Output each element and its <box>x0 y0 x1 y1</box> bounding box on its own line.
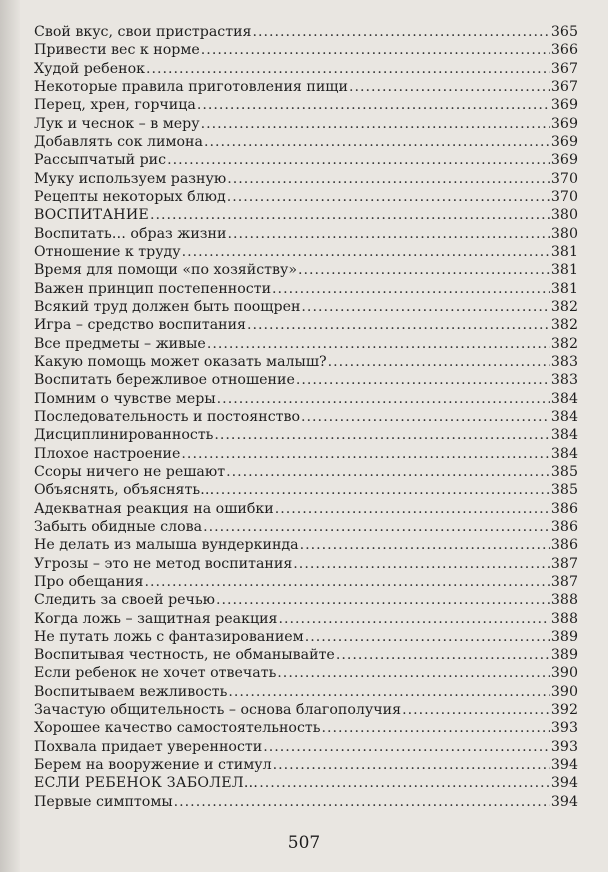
toc-entry-page: 369 <box>550 115 578 132</box>
toc-entry <box>34 225 578 243</box>
dot-leader <box>328 353 550 371</box>
dot-leader <box>253 23 550 41</box>
toc-entry <box>34 500 578 518</box>
toc-entry <box>34 60 578 78</box>
toc-entry <box>34 96 578 114</box>
toc-entry-page: 369 <box>550 133 578 150</box>
toc-entry <box>34 664 578 682</box>
dot-leader <box>305 628 550 646</box>
toc-entry <box>34 188 578 206</box>
toc-entry <box>34 408 578 426</box>
toc-entry-page: 386 <box>550 500 578 517</box>
toc-entry-title: Когда ложь – защитная реакция <box>34 610 278 627</box>
toc-entry-title: Хорошее качество самостоятельность <box>34 720 321 737</box>
dot-leader <box>277 664 550 682</box>
toc-entry-page: 382 <box>550 298 578 315</box>
toc-entry <box>34 481 578 499</box>
toc-entry-page: 381 <box>550 280 578 297</box>
toc-entry-title: Все предметы – живые <box>34 335 206 352</box>
toc-entry <box>34 280 578 298</box>
toc-entry-title: Рассыпчатый рис <box>34 152 167 169</box>
toc-entry <box>34 298 578 316</box>
toc-entry-page: 393 <box>550 738 578 755</box>
dot-leader <box>145 573 550 591</box>
toc-entry-title: Воспитываем вежливость <box>34 683 228 700</box>
toc-entry-page: 394 <box>550 793 578 810</box>
toc-entry <box>34 793 578 811</box>
dot-leader <box>217 390 550 408</box>
toc-entry <box>34 426 578 444</box>
toc-entry-page: 389 <box>550 628 578 645</box>
toc-entry <box>34 23 578 41</box>
dot-leader <box>301 298 549 316</box>
toc-entry <box>34 371 578 389</box>
toc-entry <box>34 591 578 609</box>
table-of-contents <box>34 23 578 811</box>
toc-entry-page: 390 <box>550 665 578 682</box>
toc-entry <box>34 701 578 719</box>
toc-entry <box>34 115 578 133</box>
toc-entry-page: 384 <box>550 390 578 407</box>
toc-entry-title: Время для помощи «по хозяйству» <box>34 262 298 279</box>
toc-entry-title: Последовательность и постоянство <box>34 408 301 425</box>
toc-entry-title: Худой ребенок <box>34 60 145 77</box>
toc-entry-title: Адекватная реакция на ошибки <box>34 500 274 517</box>
toc-entry <box>34 335 578 353</box>
toc-entry-page: 390 <box>550 683 578 700</box>
toc-entry-title: Плохое настроение <box>34 445 181 462</box>
dot-leader <box>203 518 550 536</box>
toc-entry <box>34 628 578 646</box>
toc-entry-title: Воспитать бережливое отношение <box>34 372 295 389</box>
dot-leader <box>293 555 550 573</box>
toc-entry-title: Если ребенок не хочет отвечать <box>34 665 277 682</box>
dot-leader <box>146 60 550 78</box>
dot-leader <box>301 408 550 426</box>
dot-leader <box>402 701 550 719</box>
dot-leader <box>272 280 550 298</box>
toc-entry-page: 380 <box>550 207 578 224</box>
toc-entry-title: Ссоры ничего не решают <box>34 463 226 480</box>
dot-leader <box>273 756 550 774</box>
toc-entry-page: 366 <box>550 42 578 59</box>
toc-entry-title: Не делать из малыша вундеркинда <box>34 537 299 554</box>
toc-entry-title: Привести вес к норме <box>34 42 200 59</box>
toc-entry-title: Первые симптомы <box>34 793 173 810</box>
dot-leader <box>150 206 550 224</box>
toc-entry-title: Перец, хрен, горчица <box>34 97 196 114</box>
toc-entry <box>34 133 578 151</box>
toc-entry-page: 387 <box>550 555 578 572</box>
toc-entry <box>34 78 578 96</box>
dot-leader <box>181 445 549 463</box>
dot-leader <box>227 188 550 206</box>
toc-entry <box>34 243 578 261</box>
dot-leader <box>207 335 550 353</box>
toc-entry <box>34 555 578 573</box>
page-gutter-shadow <box>0 0 20 872</box>
toc-entry-title: Игра – средство воспитания <box>34 317 247 334</box>
toc-entry-title: Забыть обидные слова <box>34 518 203 535</box>
toc-entry-title: Угрозы – это не метод воспитания <box>34 555 293 572</box>
toc-entry-page: 388 <box>550 610 578 627</box>
toc-entry <box>34 390 578 408</box>
dot-leader <box>259 774 550 792</box>
dot-leader <box>182 243 550 261</box>
dot-leader <box>197 96 550 114</box>
toc-entry-title: Дисциплинированность <box>34 427 214 444</box>
toc-entry <box>34 518 578 536</box>
toc-entry-page: 389 <box>550 647 578 664</box>
toc-entry-page: 383 <box>550 353 578 370</box>
toc-entry-title: Про обещания <box>34 573 144 590</box>
toc-entry-page: 393 <box>550 720 578 737</box>
dot-leader <box>275 500 550 518</box>
toc-entry <box>34 41 578 59</box>
toc-entry-title: Всякий труд должен быть поощрен <box>34 298 301 315</box>
dot-leader <box>263 738 550 756</box>
toc-entry-title: Похвала придает уверенности <box>34 738 263 755</box>
toc-entry <box>34 610 578 628</box>
toc-entry <box>34 756 578 774</box>
dot-leader <box>336 646 550 664</box>
dot-leader <box>215 481 550 499</box>
toc-entry-title: Берем на вооружение и стимул <box>34 757 272 774</box>
toc-entry-title: Воспитывая честность, не обманывайте <box>34 647 335 664</box>
toc-entry-page: 381 <box>550 243 578 260</box>
toc-entry-title: Помним о чувстве меры <box>34 390 216 407</box>
toc-entry-page: 382 <box>550 317 578 334</box>
toc-entry <box>34 261 578 279</box>
toc-entry-page: 383 <box>550 372 578 389</box>
toc-entry-title: Важен принцип постепенности <box>34 280 272 297</box>
dot-leader <box>228 683 550 701</box>
toc-entry-page: 367 <box>550 60 578 77</box>
toc-entry-page: 381 <box>550 262 578 279</box>
dot-leader <box>216 591 550 609</box>
toc-entry-page: 370 <box>550 170 578 187</box>
toc-entry-page: 394 <box>550 757 578 774</box>
toc-entry-title: Не путать ложь с фантазированием <box>34 628 304 645</box>
dot-leader <box>167 151 550 169</box>
toc-entry-page: 386 <box>550 518 578 535</box>
toc-entry-page: 380 <box>550 225 578 242</box>
page-number: 507 <box>287 833 321 853</box>
toc-entry <box>34 774 578 792</box>
toc-entry <box>34 719 578 737</box>
dot-leader <box>296 371 550 389</box>
toc-entry <box>34 536 578 554</box>
toc-entry-page: 367 <box>550 78 578 95</box>
dot-leader <box>279 610 550 628</box>
toc-entry-title: Следить за своей речью <box>34 592 216 609</box>
toc-entry-title: Объяснять, объяснять… <box>34 482 215 499</box>
toc-entry-title: Свой вкус, свои пристрастия <box>34 24 252 40</box>
toc-entry <box>34 445 578 463</box>
toc-entry <box>34 738 578 756</box>
toc-entry-title: Рецепты некоторых блюд <box>34 188 226 205</box>
toc-entry-page: 387 <box>550 573 578 590</box>
toc-entry-title: Муку используем разную <box>34 170 227 187</box>
toc-entry-page: 384 <box>550 408 578 425</box>
dot-leader <box>201 41 550 59</box>
dot-leader <box>247 316 550 334</box>
toc-entry <box>34 463 578 481</box>
toc-entry-page: 370 <box>550 188 578 205</box>
toc-entry-page: 369 <box>550 97 578 114</box>
dot-leader <box>214 426 550 444</box>
dot-leader <box>298 261 550 279</box>
toc-entry-title: Зачастую общительность – основа благополучия <box>34 702 402 719</box>
toc-entry-page: 392 <box>550 702 578 719</box>
dot-leader <box>226 463 550 481</box>
toc-entry-page: 394 <box>550 775 578 792</box>
dot-leader <box>227 225 549 243</box>
dot-leader <box>349 78 550 96</box>
toc-entry <box>34 573 578 591</box>
dot-leader <box>300 536 550 554</box>
toc-entry-page: 384 <box>550 427 578 444</box>
dot-leader <box>321 719 549 737</box>
toc-entry-title: Некоторые правила приготовления пищи <box>34 78 348 95</box>
toc-entry-title: Лук и чеснок – в меру <box>34 115 200 132</box>
toc-entry-title: Воспитать… образ жизни <box>34 225 227 242</box>
toc-entry <box>34 206 578 224</box>
toc-entry-page: 365 <box>550 24 578 40</box>
toc-entry <box>34 646 578 664</box>
toc-entry-page: 382 <box>550 335 578 352</box>
toc-entry-title: Отношение к труду <box>34 243 181 260</box>
toc-entry-title: Добавлять сок лимона <box>34 133 203 150</box>
toc-entry <box>34 316 578 334</box>
toc-entry <box>34 151 578 169</box>
dot-leader <box>174 793 550 811</box>
toc-entry-title: ЕСЛИ РЕБЕНОК ЗАБОЛЕЛ… <box>34 775 259 792</box>
toc-entry-page: 385 <box>550 482 578 499</box>
toc-entry-page: 385 <box>550 463 578 480</box>
toc-entry-title: Какую помощь может оказать малыш? <box>34 353 327 370</box>
toc-entry <box>34 170 578 188</box>
dot-leader <box>204 133 550 151</box>
toc-entry <box>34 683 578 701</box>
toc-entry-page: 384 <box>550 445 578 462</box>
toc-entry <box>34 353 578 371</box>
toc-entry-page: 388 <box>550 592 578 609</box>
dot-leader <box>227 170 550 188</box>
toc-entry-page: 386 <box>550 537 578 554</box>
toc-entry-title: ВОСПИТАНИЕ <box>34 207 149 224</box>
toc-entry-page: 369 <box>550 152 578 169</box>
dot-leader <box>201 115 550 133</box>
